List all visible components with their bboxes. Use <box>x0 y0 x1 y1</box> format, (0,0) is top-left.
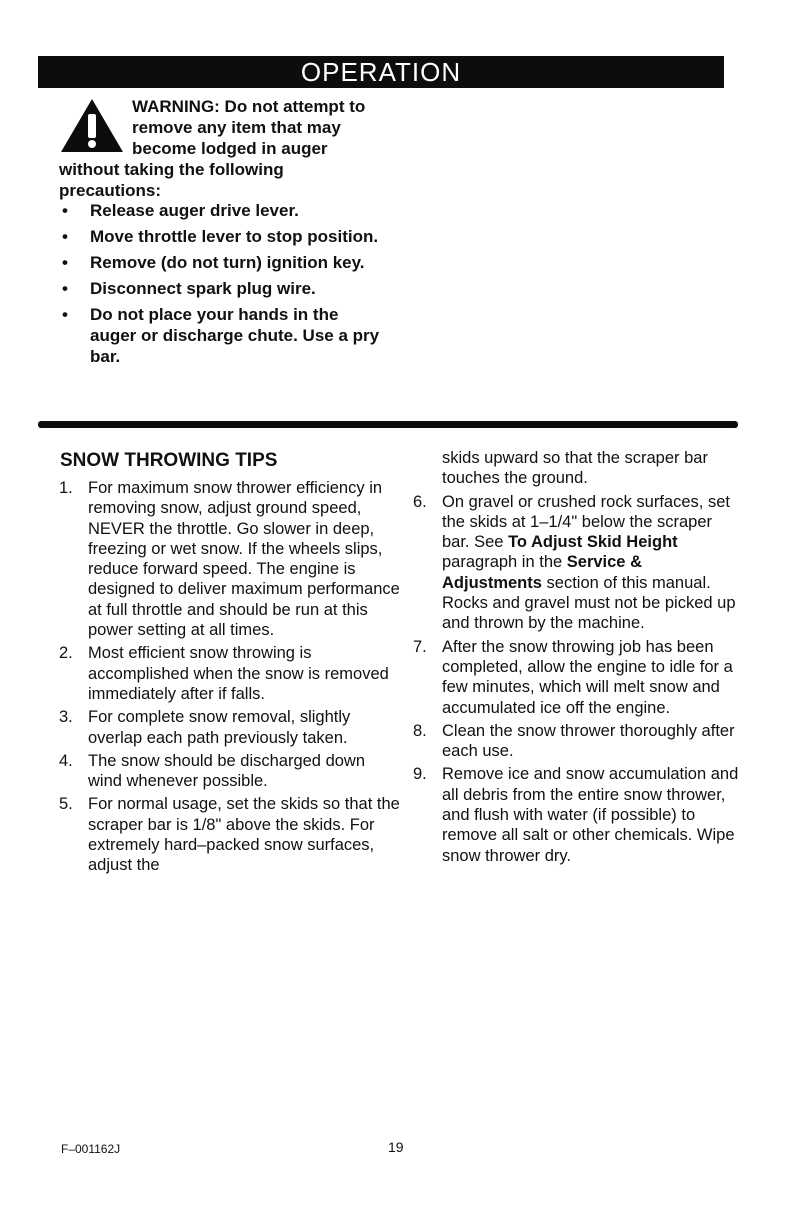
tips-list-right-items <box>413 492 743 866</box>
list-item: 5. For normal usage, set the skids so that the scraper bar is 1/8" above the skids. For extremely hard–packed snow surfaces, adjust the <box>59 795 400 875</box>
bullet-icon: • <box>62 305 68 324</box>
list-item: • Move throttle lever to stop position. <box>62 227 379 246</box>
divider <box>38 421 738 428</box>
list-item: 3. For complete snow removal, slightly overlap each path previously taken. <box>59 708 351 747</box>
bullet-icon: • <box>62 253 68 272</box>
list-item: • Do not place your hands in the auger or discharge chute. Use a pry bar. <box>62 305 380 366</box>
tips-list-right <box>413 448 743 869</box>
tips-title: SNOW THROWING TIPS <box>60 450 278 471</box>
list-item: 2. Most efficient snow throwing is accomplished when the snow is removed immediately after if falls. <box>59 644 389 703</box>
list-item: • Disconnect spark plug wire. <box>62 279 316 298</box>
page-number: 19 <box>388 1139 404 1155</box>
precautions-list <box>59 200 389 372</box>
list-item: 1. For maximum snow thrower efficiency in removing snow, adjust ground speed, NEVER the throttle. Go slower in deep, freezing or wet snow. If the wheels slips, reduce forward speed. The engine is designed to deliver maximum performance at full throttle and should be run at this power setting at all times. <box>59 479 400 640</box>
list-item-continuation: skids upward so that the scraper bar touches the ground. <box>442 449 708 488</box>
list-item: 9. Remove ice and snow accumulation and all debris from the entire snow thrower, and flush with water (if possible) to remove all salt or other chemicals. Wipe snow thrower dry. <box>413 765 739 865</box>
cross-reference: Service & Adjustments <box>442 553 642 592</box>
list-item: 4. The snow should be discharged down wind whenever possible. <box>59 751 366 791</box>
list-item: 7. After the snow throwing job has been completed, allow the engine to idle for a few minutes, which will melt snow and accumulated ice off the engine. <box>413 637 733 717</box>
warning-text: WARNING: Do not attempt to remove any item that may become lodged in auger without taking the following precautions: <box>59 97 366 200</box>
warning-paragraph <box>59 96 389 201</box>
list-item: • Release auger drive lever. <box>62 201 299 220</box>
bullet-icon: • <box>62 227 68 246</box>
list-item: 8. Clean the snow thrower thoroughly after each use. <box>413 721 735 761</box>
section-header: OPERATION <box>38 56 724 88</box>
tips-list-left <box>59 478 401 879</box>
bullet-icon: • <box>62 201 68 220</box>
document-code: F–001162J <box>61 1142 121 1156</box>
cross-reference: To Adjust Skid Height <box>508 533 678 552</box>
bullet-icon: • <box>62 279 68 298</box>
list-item: • Remove (do not turn) ignition key. <box>62 253 365 272</box>
list-item: 6. On gravel or crushed rock surfaces, set the skids at 1–1/4" below the scraper bar. See To Adjust Skid Height paragraph in the Service & Adjustments section of this manual. Rocks and gravel must not be picked up and thrown by the machine. <box>413 492 736 633</box>
